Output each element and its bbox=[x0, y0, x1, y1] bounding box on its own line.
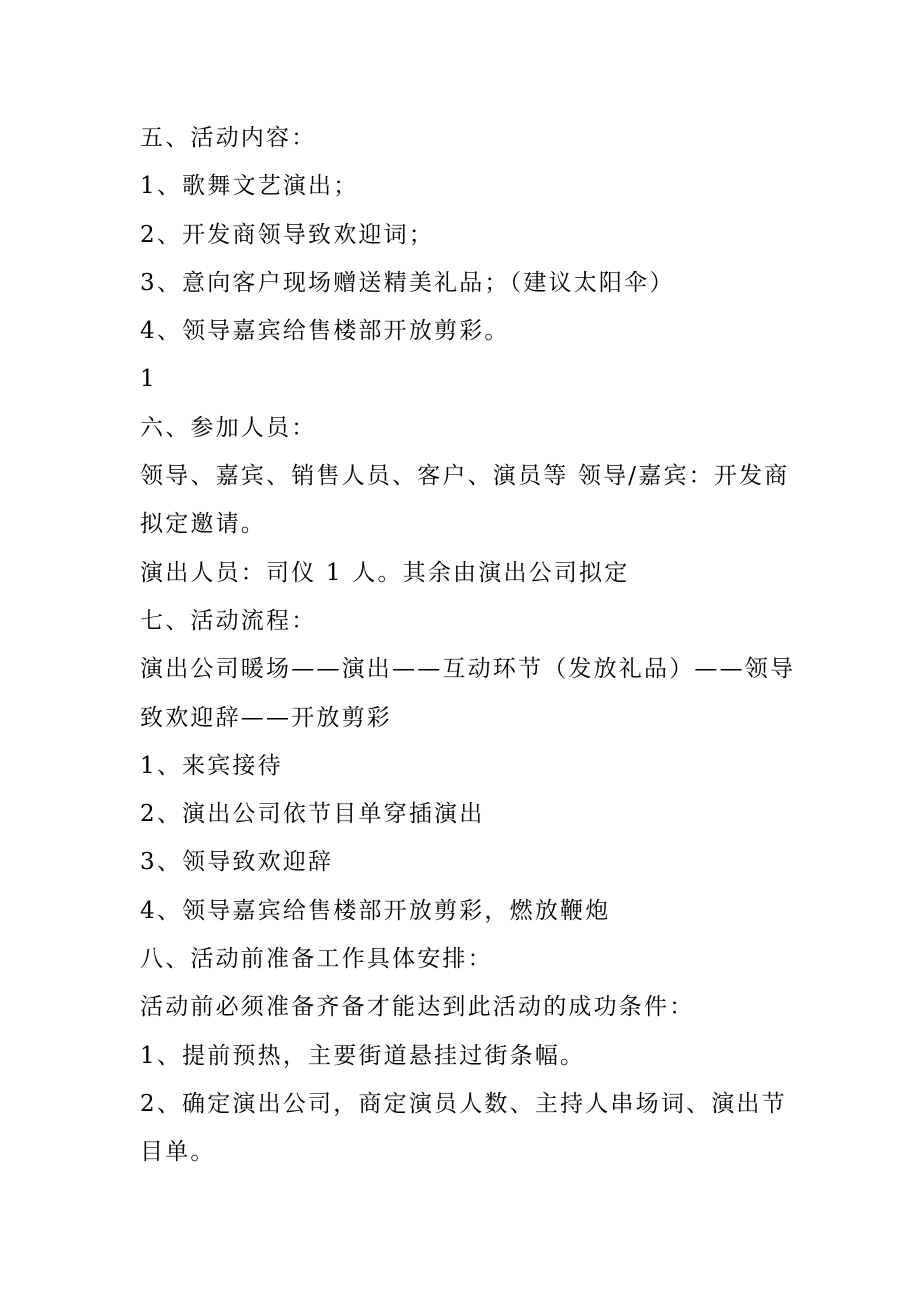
list-item: 1、提前预热，主要街道悬挂过街条幅。 bbox=[140, 1042, 586, 1069]
paragraph-line: 目单。 bbox=[140, 1139, 216, 1166]
section-heading-activity-content: 五、活动内容： bbox=[140, 125, 317, 151]
section-heading-preparation: 八、活动前准备工作具体安排： bbox=[140, 946, 493, 973]
list-item: 2、演出公司依节目单穿插演出 bbox=[140, 801, 485, 828]
paragraph-line: 演出人员：司仪 1 人。其余由演出公司拟定 bbox=[140, 559, 630, 586]
page-number: 1 bbox=[140, 366, 157, 393]
paragraph-line: 演出公司暖场——演出——互动环节（发放礼品）——领导 bbox=[140, 656, 796, 683]
list-item: 1、来宾接待 bbox=[140, 752, 283, 779]
paragraph-line: 拟定邀请。 bbox=[140, 511, 266, 538]
document-body bbox=[140, 114, 796, 1177]
list-item: 2、开发商领导致欢迎词； bbox=[140, 221, 435, 248]
list-item: 4、领导嘉宾给售楼部开放剪彩，燃放鞭炮 bbox=[140, 897, 611, 924]
list-item: 3、领导致欢迎辞 bbox=[140, 849, 334, 876]
list-item: 3、意向客户现场赠送精美礼品；（建议太阳伞） bbox=[140, 269, 675, 296]
list-item: 2、确定演出公司，商定演员人数、主持人串场词、演出节 bbox=[140, 1090, 787, 1117]
section-heading-participants: 六、参加人员： bbox=[140, 414, 317, 441]
paragraph-line: 领导、嘉宾、销售人员、客户、演员等 领导/嘉宾：开发商 bbox=[140, 463, 790, 490]
list-item: 1、歌舞文艺演出； bbox=[140, 173, 359, 200]
paragraph-line: 活动前必须准备齐备才能达到此活动的成功条件： bbox=[140, 994, 695, 1021]
section-heading-activity-flow: 七、活动流程： bbox=[140, 607, 317, 634]
list-item: 4、领导嘉宾给售楼部开放剪彩。 bbox=[140, 318, 510, 345]
paragraph-line: 致欢迎辞——开放剪彩 bbox=[140, 704, 392, 731]
